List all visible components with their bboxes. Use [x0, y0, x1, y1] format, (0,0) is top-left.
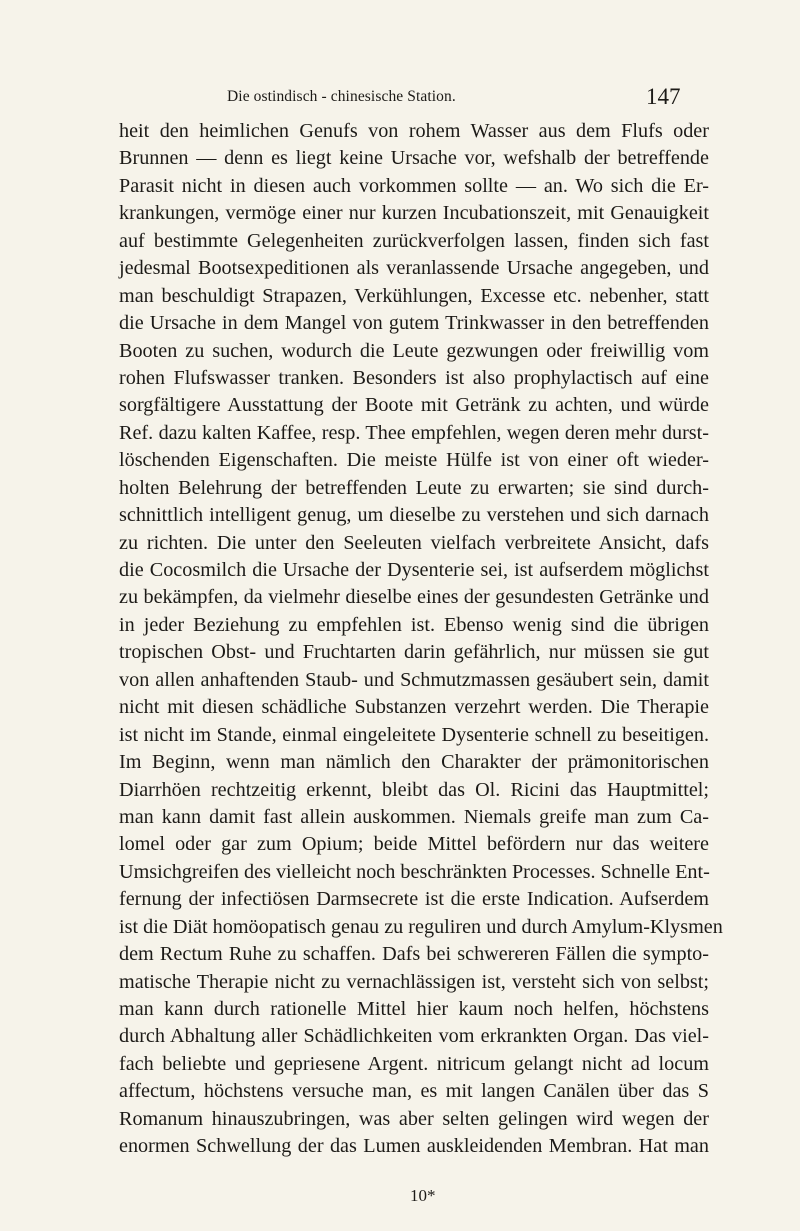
text-line: zu richten. Die unter den Seeleuten vielfach verbreitete Ansicht, dafs — [119, 531, 709, 554]
text-line: Diarrhöen rechtzeitig erkennt, bleibt das Ol. Ricini das Hauptmittel; — [119, 778, 709, 801]
text-line: fach beliebte und gepriesene Argent. nitricum gelangt nicht ad locum — [119, 1052, 709, 1075]
text-line: löschenden Eigenschaften. Die meiste Hülfe ist von einer oft wieder- — [119, 449, 709, 472]
text-line: Brunnen — denn es liegt keine Ursache vor, wefshalb der betreffende — [119, 147, 709, 170]
signature-mark: 10* — [410, 1186, 436, 1205]
text-line: die Cocosmilch die Ursache der Dysenterie sei, ist aufserdem möglichst — [119, 559, 709, 581]
text-line: durch Abhaltung aller Schädlichkeiten vom erkrankten Organ. Das viel- — [119, 1025, 709, 1048]
text-line: man kann damit fast allein auskommen. Niemals greife man zum Ca- — [119, 805, 709, 828]
text-line: matische Therapie nicht zu vernachlässigen ist, versteht sich von selbst; — [119, 970, 709, 993]
text-line: ist die Diät homöopatisch genau zu reguliren und durch Amylum-Klysmen — [119, 915, 723, 938]
text-line: ist nicht im Stande, einmal eingeleitete Dysenterie schnell zu beseitigen. — [119, 723, 709, 746]
text-line: sorgfältigere Ausstattung der Boote mit Getränk zu achten, und würde — [119, 394, 709, 417]
text-line: nicht mit diesen schädliche Substanzen verzehrt werden. Die Therapie — [119, 696, 709, 719]
text-line: Umsichgreifen des vielleicht noch beschränkten Processes. Schnelle Ent- — [119, 860, 710, 883]
text-line: Parasit nicht in diesen auch vorkommen sollte — an. Wo sich die Er- — [119, 174, 709, 197]
text-line: jedesmal Bootsexpeditionen als veranlassende Ursache angegeben, und — [119, 257, 709, 280]
text-line: man beschuldigt Strapazen, Verkühlungen, Excesse etc. nebenher, statt — [119, 284, 709, 307]
text-line: von allen anhaftenden Staub- und Schmutzmassen gesäubert sein, damit — [119, 668, 709, 691]
text-line: lomel oder gar zum Opium; beide Mittel befördern nur das weitere — [119, 833, 709, 856]
text-line: krankungen, vermöge einer nur kurzen Incubationszeit, mit Genauigkeit — [119, 202, 709, 225]
text-line: auf bestimmte Gelegenheiten zurückverfolgen lassen, finden sich fast — [119, 229, 709, 252]
text-line: die Ursache in dem Mangel von gutem Trinkwasser in den betreffenden — [119, 312, 709, 335]
text-line: dem Rectum Ruhe zu schaffen. Dafs bei schwereren Fällen die sympto- — [119, 943, 709, 966]
text-line: in jeder Beziehung zu empfehlen ist. Ebenso wenig sind die übrigen — [119, 613, 709, 636]
running-title: Die ostindisch - chinesische Station. — [227, 88, 456, 105]
text-line: enormen Schwellung der das Lumen auskleidenden Membran. Hat man — [119, 1135, 709, 1158]
text-line: Romanum hinauszubringen, was aber selten gelingen wird wegen der — [119, 1107, 709, 1130]
text-line: zu bekämpfen, da vielmehr dieselbe eines der gesundesten Getränke und — [119, 586, 709, 609]
text-line: affectum, höchstens versuche man, es mit langen Canälen über das S — [119, 1080, 709, 1103]
text-line: heit den heimlichen Genufs von rohem Wasser aus dem Flufs oder — [119, 120, 709, 142]
text-line: tropischen Obst- und Fruchtarten darin gefährlich, nur müssen sie gut — [119, 641, 709, 664]
text-line: Ref. dazu kalten Kaffee, resp. Thee empfehlen, wegen deren mehr durst- — [119, 421, 709, 444]
text-line: Im Beginn, wenn man nämlich den Charakter der prämonitorischen — [119, 751, 709, 774]
text-line: schnittlich intelligent genug, um dieselbe zu verstehen und sich darnach — [119, 504, 709, 527]
page-number: 147 — [646, 84, 681, 109]
text-line: fernung der infectiösen Darmsecrete ist die erste Indication. Aufserdem — [119, 888, 709, 911]
text-line: man kann durch rationelle Mittel hier kaum noch helfen, höchstens — [119, 998, 709, 1020]
text-line: rohen Flufswasser tranken. Besonders ist also prophylactisch auf eine — [119, 366, 709, 389]
body-text — [119, 118, 723, 1161]
text-line: Booten zu suchen, wodurch die Leute gezwungen oder freiwillig vom — [119, 339, 709, 362]
text-line: holten Belehrung der betreffenden Leute zu erwarten; sie sind durch- — [119, 476, 709, 499]
